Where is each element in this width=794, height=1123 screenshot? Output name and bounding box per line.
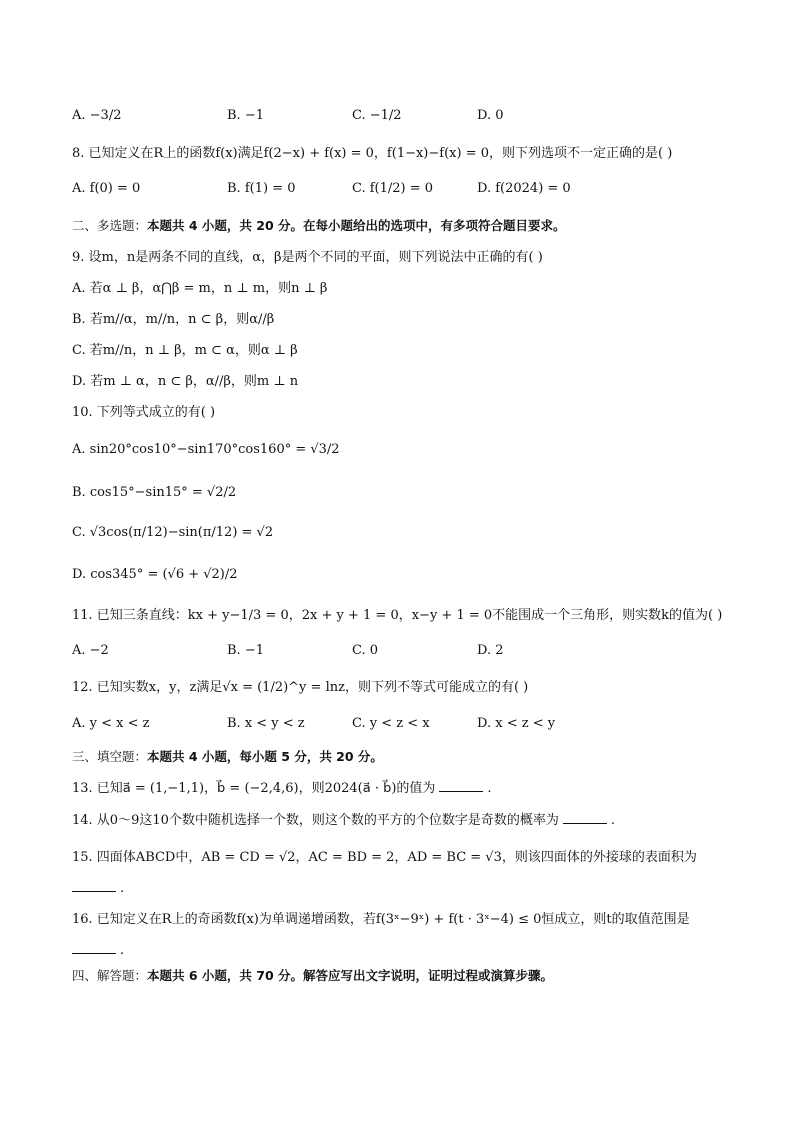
q12-stem: 12. 已知实数x，y，z满足√x = (1/2)^y = lnz，则下列不等式可能成立的有( ) <box>72 680 529 695</box>
q7-options <box>72 108 752 128</box>
q14-line <box>72 811 615 830</box>
q12-option-a: A. y < x < z <box>72 716 150 731</box>
section4-desc: 本题共 6 小题，共 70 分。解答应写出文字说明，证明过程或演算步骤。 <box>147 968 554 983</box>
q15-line <box>72 842 732 904</box>
q15-end: . <box>120 881 125 896</box>
q15-stem: 15. 四面体ABCD中，AB = CD = √2，AC = BD = 2，AD = BC = √3，则该四面体的外接球的表面积为 <box>72 850 697 865</box>
q12-option-c: C. y < z < x <box>352 716 430 731</box>
section2-heading <box>72 217 566 235</box>
q8-option-c: C. f(1/2) = 0 <box>352 181 434 196</box>
q15-answer-blank <box>72 879 116 892</box>
q13-stem: 13. 已知a⃗ = (1,−1,1)，b⃗ = (−2,4,6)，则2024(a⃗ · b⃗)的值为 <box>72 781 436 796</box>
q9-option-c: C. 若m//n，n ⊥ β，m ⊂ α，则α ⊥ β <box>72 343 298 358</box>
q11-option-b: B. −1 <box>227 643 264 658</box>
q11-option-d: D. 2 <box>477 643 504 658</box>
q10-option-a: A. sin20°cos10°−sin170°cos160° = √3/2 <box>72 442 340 457</box>
q7-option-b: B. −1 <box>227 108 264 123</box>
q16-answer-blank <box>72 941 116 954</box>
q10-option-d: D. cos345° = (√6 + √2)/2 <box>72 567 238 582</box>
section3-desc: 本题共 4 小题，每小题 5 分，共 20 分。 <box>147 749 383 764</box>
q13-line <box>72 779 492 798</box>
q12-option-b: B. x < y < z <box>227 716 305 731</box>
q14-stem: 14. 从0～9这10个数中随机选择一个数，则这个数的平方的个位数字是奇数的概率为 <box>72 813 559 828</box>
q11-option-a: A. −2 <box>72 643 109 658</box>
q16-end: . <box>120 943 125 958</box>
q9-option-b: B. 若m//α，m//n，n ⊂ β，则α//β <box>72 312 275 327</box>
section3-heading <box>72 748 383 766</box>
section4-label: 四、解答题： <box>72 968 148 983</box>
q8-option-d: D. f(2024) = 0 <box>477 181 571 196</box>
q7-option-c: C. −1/2 <box>352 108 402 123</box>
q9-option-a: A. 若α ⊥ β，α⋂β = m，n ⊥ m，则n ⊥ β <box>72 281 328 296</box>
q8-option-a: A. f(0) = 0 <box>72 181 141 196</box>
q14-answer-blank <box>563 811 607 824</box>
q8-option-b: B. f(1) = 0 <box>227 181 296 196</box>
q13-answer-blank <box>439 779 483 792</box>
q8-options <box>72 181 752 201</box>
q7-option-d: D. 0 <box>477 108 504 123</box>
q10-option-b: B. cos15°−sin15° = √2/2 <box>72 485 237 500</box>
q11-option-c: C. 0 <box>352 643 379 658</box>
section4-heading <box>72 967 553 985</box>
q16-line <box>72 904 732 966</box>
q10-stem: 10. 下列等式成立的有( ) <box>72 405 216 420</box>
section2-desc: 本题共 4 小题，共 20 分。在每小题给出的选项中，有多项符合题目要求。 <box>147 218 566 233</box>
section3-label: 三、填空题： <box>72 749 148 764</box>
q11-stem: 11. 已知三条直线：kx + y−1/3 = 0，2x + y + 1 = 0，x−y + 1 = 0不能围成一个三角形，则实数k的值为( ) <box>72 608 723 623</box>
section2-label: 二、多选题： <box>72 218 148 233</box>
q14-end: . <box>610 813 616 828</box>
q12-option-d: D. x < z < y <box>477 716 556 731</box>
q8-stem: 8. 已知定义在R上的函数f(x)满足f(2−x) + f(x) = 0，f(1−x)−f(x) = 0，则下列选项不一定正确的是( ) <box>72 146 673 161</box>
q7-option-a: A. −3/2 <box>72 108 122 123</box>
q9-stem: 9. 设m，n是两条不同的直线，α，β是两个不同的平面，则下列说法中正确的有( ) <box>72 250 543 265</box>
q11-options <box>72 643 752 663</box>
q16-stem: 16. 已知定义在R上的奇函数f(x)为单调递增函数，若f(3ˣ−9ˣ) + f(t · 3ˣ−4) ≤ 0恒成立，则t的取值范围是 <box>72 912 690 927</box>
q13-end: . <box>487 781 492 796</box>
q9-option-d: D. 若m ⊥ α，n ⊂ β，α//β，则m ⊥ n <box>72 374 299 389</box>
q10-option-c: C. √3cos(π/12)−sin(π/12) = √2 <box>72 525 274 540</box>
q12-options <box>72 716 752 736</box>
